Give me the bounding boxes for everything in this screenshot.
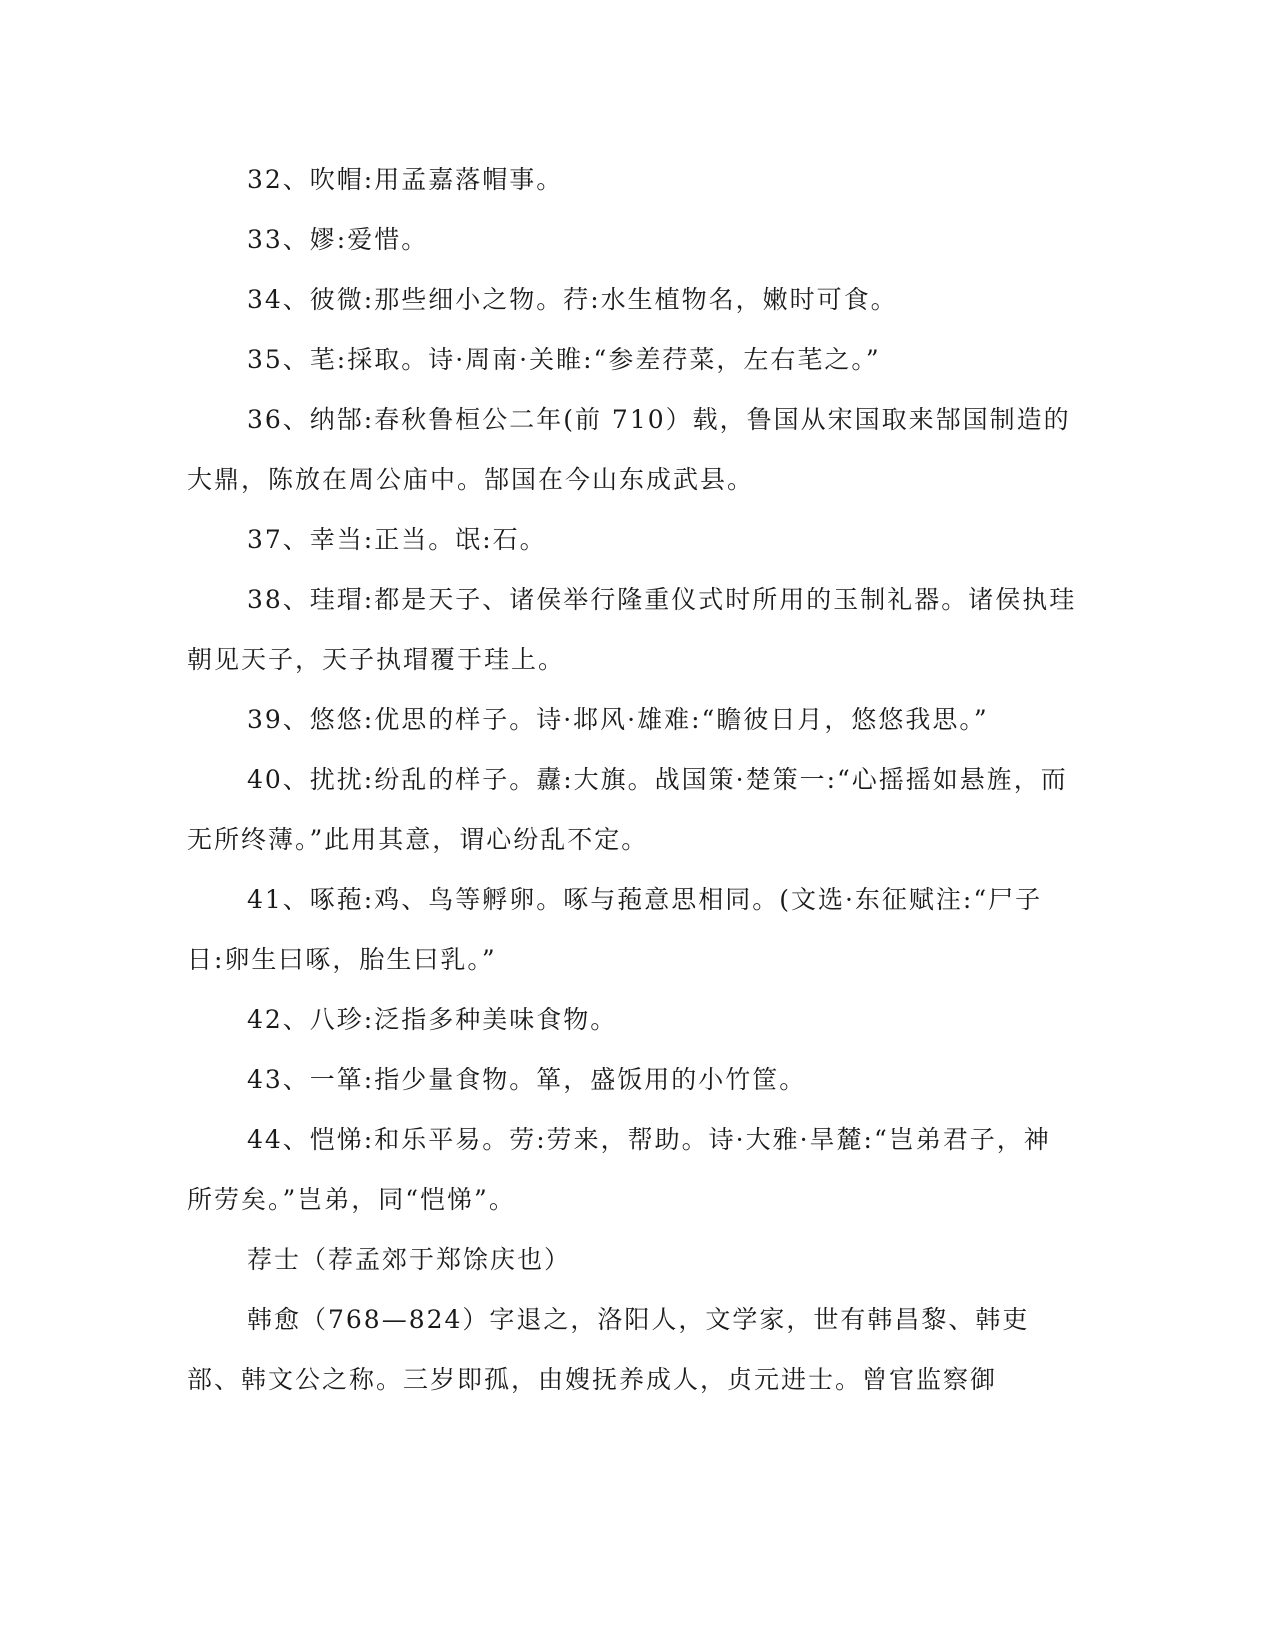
document-body xyxy=(187,150,1077,1410)
note-41: 41、啄菢:鸡、鸟等孵卵。啄与菢意思相同。(文选·东征赋注:“尸子日:卵生曰啄，胎生曰乳。” xyxy=(187,885,1043,974)
note-38: 38、珪瑁:都是天子、诸侯举行隆重仪式时所用的玉制礼器。诸侯执珪朝见天子，天子执瑁覆于珪上。 xyxy=(187,585,1077,674)
note-39: 39、悠悠:优思的样子。诗·邶风·雄难:“瞻彼日月，悠悠我思。” xyxy=(247,705,989,734)
note-40: 40、扰扰:纷乱的样子。纛:大旗。战国策·楚策一:“心摇摇如悬旌，而无所终薄。”此用其意，谓心纷乱不定。 xyxy=(187,765,1068,854)
note-35: 35、芼:採取。诗·周南·关睢:“参差荇菜，左右芼之。” xyxy=(247,345,881,374)
note-36: 36、纳郜:春秋鲁桓公二年(前 710）载，鲁国从宋国取来郜国制造的大鼎，陈放在周公庙中。郜国在今山东成武县。 xyxy=(187,405,1071,494)
note-32: 32、吹帽:用孟嘉落帽事。 xyxy=(247,165,564,194)
note-33: 33、嫪:爱惜。 xyxy=(247,225,429,254)
author-bio: 韩愈（768—824）字退之，洛阳人，文学家，世有韩昌黎、韩吏部、韩文公之称。三岁即孤，由嫂抚养成人，贞元进士。曾官监察御 xyxy=(187,1305,1030,1394)
note-42: 42、八珍:泛指多种美味食物。 xyxy=(247,1005,618,1034)
note-44: 44、恺悌:和乐平易。劳:劳来，帮助。诗·大雅·旱麓:“岂弟君子，神所劳矣。”岂弟，同“恺悌”。 xyxy=(187,1125,1051,1214)
note-43: 43、一箪:指少量食物。箪，盛饭用的小竹筐。 xyxy=(247,1065,807,1094)
section-heading: 荐士（荐孟郊于郑馀庆也） xyxy=(247,1245,572,1274)
note-37: 37、幸当:正当。氓:石。 xyxy=(247,525,547,554)
note-34: 34、彼微:那些细小之物。荇:水生植物名，嫩时可食。 xyxy=(247,285,898,314)
